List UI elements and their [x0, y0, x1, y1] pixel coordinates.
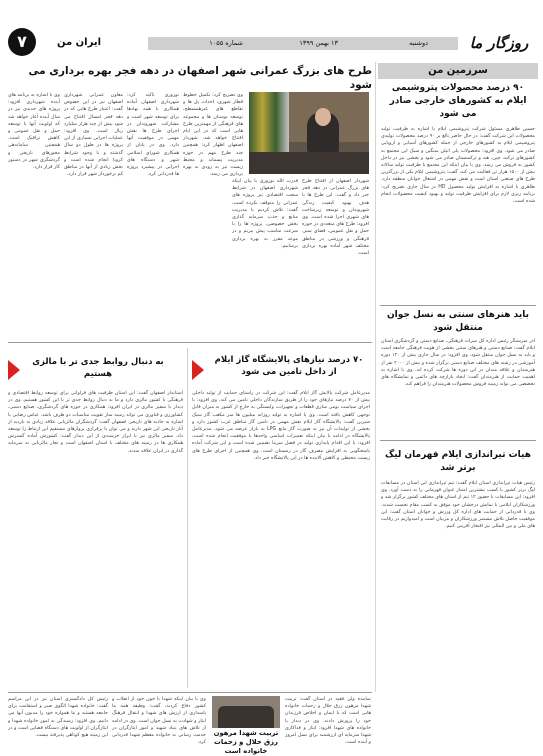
- mid-divider: [187, 348, 188, 688]
- section-tab-sarzamin-man: سرزمین من: [378, 63, 538, 79]
- lead-body-col3: وی تصریح کرد: تکمیل خطوط قطار شهری، احداث پل ها و تقاطع های غیرهمسطح، توسعه بوستان ها و مجموعه های فرهنگی از مهمترین طرح هایی است که در این ایام افتتاح خواهد شد. شهردار اصفهان اظهار کرد: همچنین چند طرح مهم در حوزه مدیریت پسماند و محیط زیست نیز به زودی به بهره برداری می رسد.: [183, 93, 243, 178]
- bottom-body-left: رئیس کل دادگستری استان نیز در این مراسم گفت: خانواده شهدا الگوی صبر و استقامت برای جامعه هستند و ما همواره خود را مدیون آنها می دانیم. وی افزود: رسیدگی به امور خانواده شهدا و ایثارگران از اولویت های دستگاه قضایی است و در این زمینه هیچ کوتاهی پذیرفته نیست.: [8, 697, 108, 739]
- lead-body-col6: وی با اشاره به برنامه های آینده شهرداری افزود: پروژه های جدیدی نیز در سال آینده آغاز خواهد شد که اولویت آنها با توسعه حمل و نقل عمومی و کاهش ترافیک است. همچنین ساماندهی محورهای تاریخی و گردشگری شهر در دستور کار قرار دارد.: [8, 93, 60, 171]
- photo-desk: [249, 152, 369, 174]
- story2-body: آذر میرسنگر رئیس اداره کل میراث فرهنگی، صنایع دستی و گردشگری استان ایلام گفت: صنایع دستی و هنرهای سنتی بخشی از هویت فرهنگی جامعه است و باید به نسل جوان منتقل شود. وی افزود: در سال جاری بیش از ۱۲۰ دوره آموزشی در رشته های مختلف صنایع دستی برگزار شده و بیش از ۲۰۰۰ نفر از هنرمندان و علاقه مندان در این دوره ها شرکت کرده اند. وی با اشاره به اهمیت حمایت از هنرمندان گفت: ایجاد بازارچه های دائمی و نمایشگاه های تخصصی می تواند زمینه فروش محصولات هنرمندان را فراهم کند.: [381, 339, 535, 388]
- page-number-badge: [8, 28, 36, 56]
- page-header: [5, 28, 538, 58]
- header-date-bar: [148, 37, 458, 50]
- lead-body-col4: نوروزی تأکید کرد: شهرداری اصفهان آماده همکاری با همه نهادها برای توسعه شهر است و مشارکت شهروندان در اجرای طرح ها نقش مهمی در موفقیت آنها دارد. وی در پایان از همکاری شورای اسلامی شهر و دستگاه های اجرایی در پیشبرد پروژه ها قدردانی کرد.: [127, 93, 179, 178]
- masthead-logo: روزگار ما: [469, 34, 529, 52]
- header-issue: شماره ۱۰۵۵: [209, 39, 243, 47]
- mid-right-title: ۷۰ درصد نیازهای پالایشگاه گاز ایلام از داخل تامین می شود: [214, 355, 364, 377]
- bottom-title: تربیت شهدا مرهون رزق حلال و زحمات خانواده است: [213, 729, 279, 755]
- header-date: ۱۳ بهمن ۱۳۹۹: [299, 39, 338, 47]
- story3-title: هیات تیراندازی ایلام قهرمان لیگ برتر شد: [385, 450, 531, 473]
- rule-bottom: [8, 692, 372, 693]
- bottom-body-right: نماینده ولی فقیه در استان گفت: تربیت شهدا مرهون رزق حلال و زحمات خانواده هایی است که با ایمان و اخلاص فرزندان خود را پرورش دادند. وی در دیدار با خانواده های شهدا افزود: ایثار و فداکاری شهدا سرمایه ای ارزشمند برای نسل امروز و آینده است.: [285, 697, 371, 746]
- red-accent-left: [8, 360, 20, 380]
- lead-title: طرح های بزرگ عمرانی شهر اصفهان در دهه فجر بهره برداری می شود: [28, 65, 372, 91]
- mid-left-body: استاندار اصفهان گفت: این استان ظرفیت های فراوانی برای توسعه روابط اقتصادی و فرهنگی با کشور مالزی دارد و ما به دنبال روابط جدی تر با این کشور هستیم. وی در دیدار با سفیر مالزی در ایران افزود: همکاری در حوزه های گردشگری، صنایع دستی، کشاورزی و فناوری می تواند زمینه ساز تقویت مناسبات دو طرف باشد. عباس رضایی با اشاره به جاذبه های تاریخی اصفهان گفت: گردشگران مالزیایی علاقه زیادی به بازدید از آثار تاریخی این شهر دارند و می توان با برقراری پروازهای مستقیم این ارتباط را توسعه داد. سفیر مالزی نیز با ابراز خرسندی از این دیدار گفت: کشورش آماده گسترش همکاری ها در زمینه های مختلف با استان اصفهان است و تجار مالزیایی به سرمایه گذاری در ایران علاقه مندند.: [8, 391, 183, 454]
- mid-right-body: مدیرعامل شرکت پالایش گاز ایلام گفت: این شرکت در راستای حمایت از تولید داخلی بیش از ۷۰ درصد نیازهای خود را از طریق سازندگان داخلی تامین می کند. وی افزود: با اجرای سیاست بومی سازی قطعات و تجهیزات، وابستگی به خارج از کشور به میزان قابل توجهی کاهش یافته است. وی با اشاره به تولید روزانه میلیون ها متر مکعب گاز سبک شیرین گفت: پالایشگاه گاز ایلام نقش مهمی در تامین گاز مناطق غرب کشور دارد و بخشی از تولیدات آن نیز به صورت گاز مایع LPG به بازار عرضه می شود. مدیرعامل پالایشگاه در ادامه با بیان اینکه تعمیرات اساسی واحدها با موفقیت انجام شده است، افزود: با این اقدام پایداری تولید در فصل سرما تضمین شده است و این شرکت آماده پاسخگویی به افزایش مصرف گاز در زمستان است. وی همچنین از اجرای طرح های زیست محیطی و کاهش آلاینده ها در این پالایشگاه خبر داد.: [192, 391, 370, 461]
- lead-photo: [249, 92, 369, 174]
- bottom-photo-people: [218, 706, 274, 728]
- story1-title: ۹۰ درصد محصولات پتروشیمی ایلام به کشورهای خارجی صادر می شود: [389, 83, 527, 119]
- bottom-photo: [212, 696, 280, 728]
- lead-body-col2: قدرت الله نوروزی با بیان اینکه شهرداری اصفهان در شرایط سخت اقتصادی نیز پروژه های عمرانی را متوقف نکرده است، گفت: تلاش کردیم با مدیریت منابع و جذب سرمایه گذاری بخش خصوصی، پروژه ها را با سرعت مناسب پیش ببریم و در موعد مقرر به بهره برداری برسانیم.: [232, 179, 298, 249]
- lead-body-col5: معاون عمرانی شهرداری اصفهان نیز در این خصوص گفت: اعتبار طرح هایی که در دهه فجر امسال افتتاح می شود بیش از چند هزار میلیارد ریال است. وی افزود: عملیات اجرایی بسیاری از این پروژه ها در طول دو سال گذشته و با وجود شرایط کرونا انجام شده است و بخش زیادی از آنها در مناطق کم برخوردار شهر قرار دارد.: [64, 93, 123, 178]
- photo-face: [315, 108, 331, 126]
- red-accent-right: [192, 360, 204, 380]
- rule-r2: [380, 440, 536, 441]
- story3-body: رئیس هیات تیراندازی استان ایلام گفت: تیم تیراندازی این استان در مسابقات لیگ برتر کشور با کسب بیشترین امتیاز عنوان قهرمانی را به دست آورد. وی افزود: این مسابقات با حضور ۱۲ تیم از استان های مختلف کشور برگزار شد و ورزشکاران ایلامی با نمایش درخشان خود موفق به کسب مقام نخست شدند. وی با قدردانی از حمایت های اداره کل ورزش و جوانان استان گفت: این موفقیت حاصل تلاش مستمر ورزشکاران و مربیان است و امیدواریم در رقابت های ملی و بین المللی نیز افتخار آفرینی کنیم.: [381, 481, 535, 530]
- rule-r1: [380, 305, 536, 306]
- story1-body: حسین طاهری مسئول شرکت پتروشیمی ایلام با اشاره به ظرفیت تولید محصولات این شرکت گفت: در حال حاضر بالغ بر ۹۰ درصد محصولات تولیدی پتروشیمی ایلام به کشورهای خارجی از جمله کشورهای آسیایی و اروپایی صادر می شود. وی افزود: محصولات پلی اتیلن سنگین و سبک این مجتمع به کشورهای ترکیه، چین، هند و ترکمنستان صادر می شود و بخشی نیز در داخل کشور به فروش می رسد. وی با بیان اینکه این مجتمع با ظرفیت تولید سالانه بیش از ۱۵۰۰ هزار تن فعالیت می کند، گفت: پتروشیمی ایلام یکی از بزرگترین طرح های صنعتی استان است و نقش مهمی در اشتغال جوانان منطقه دارد. طاهری با اشاره به افزایش تولید محصول HD در سال جاری تصریح کرد: برنامه ریزی لازم برای افزایش ظرفیت تولید و بهبود کیفیت محصولات انجام شده است.: [381, 127, 535, 205]
- page-number: ۷: [17, 32, 27, 51]
- lead-body-col1: شهردار اصفهان از افتتاح طرح های بزرگ عمرانی در دهه فجر خبر داد و گفت: این طرح ها با هدف بهبود کیفیت زندگی شهروندان و توسعه زیرساخت های شهری اجرا شده است. وی افزود: طرح های متعددی در حوزه حمل و نقل عمومی، فضای سبز، فرهنگی و ورزشی در مناطق مختلف شهر آماده بهره برداری است.: [302, 179, 369, 257]
- section-name: ایران من: [56, 37, 102, 48]
- story2-title: باید هنرهای سنتی به نسل جوان منتقل شود: [387, 310, 529, 333]
- mid-left-title: به دنبال روابط جدی تر با مالزی هستیم: [32, 357, 164, 379]
- rule-main-mid: [8, 342, 372, 343]
- header-day: دوشنبه: [409, 39, 428, 47]
- right-column-divider: [375, 62, 376, 692]
- bottom-body-mid: وی با بیان اینکه شهدا با خون خود از انقلاب و کشور دفاع کردند، گفت: وظیفه همه ما پاسداری از ارزش های شهدا و انتقال فرهنگ ایثار و شهادت به نسل جوان است. وی در ادامه از تلاش های بنیاد شهید و امور ایثارگران در خدمت رسانی به خانواده معظم شهدا قدردانی کرد.: [112, 697, 206, 746]
